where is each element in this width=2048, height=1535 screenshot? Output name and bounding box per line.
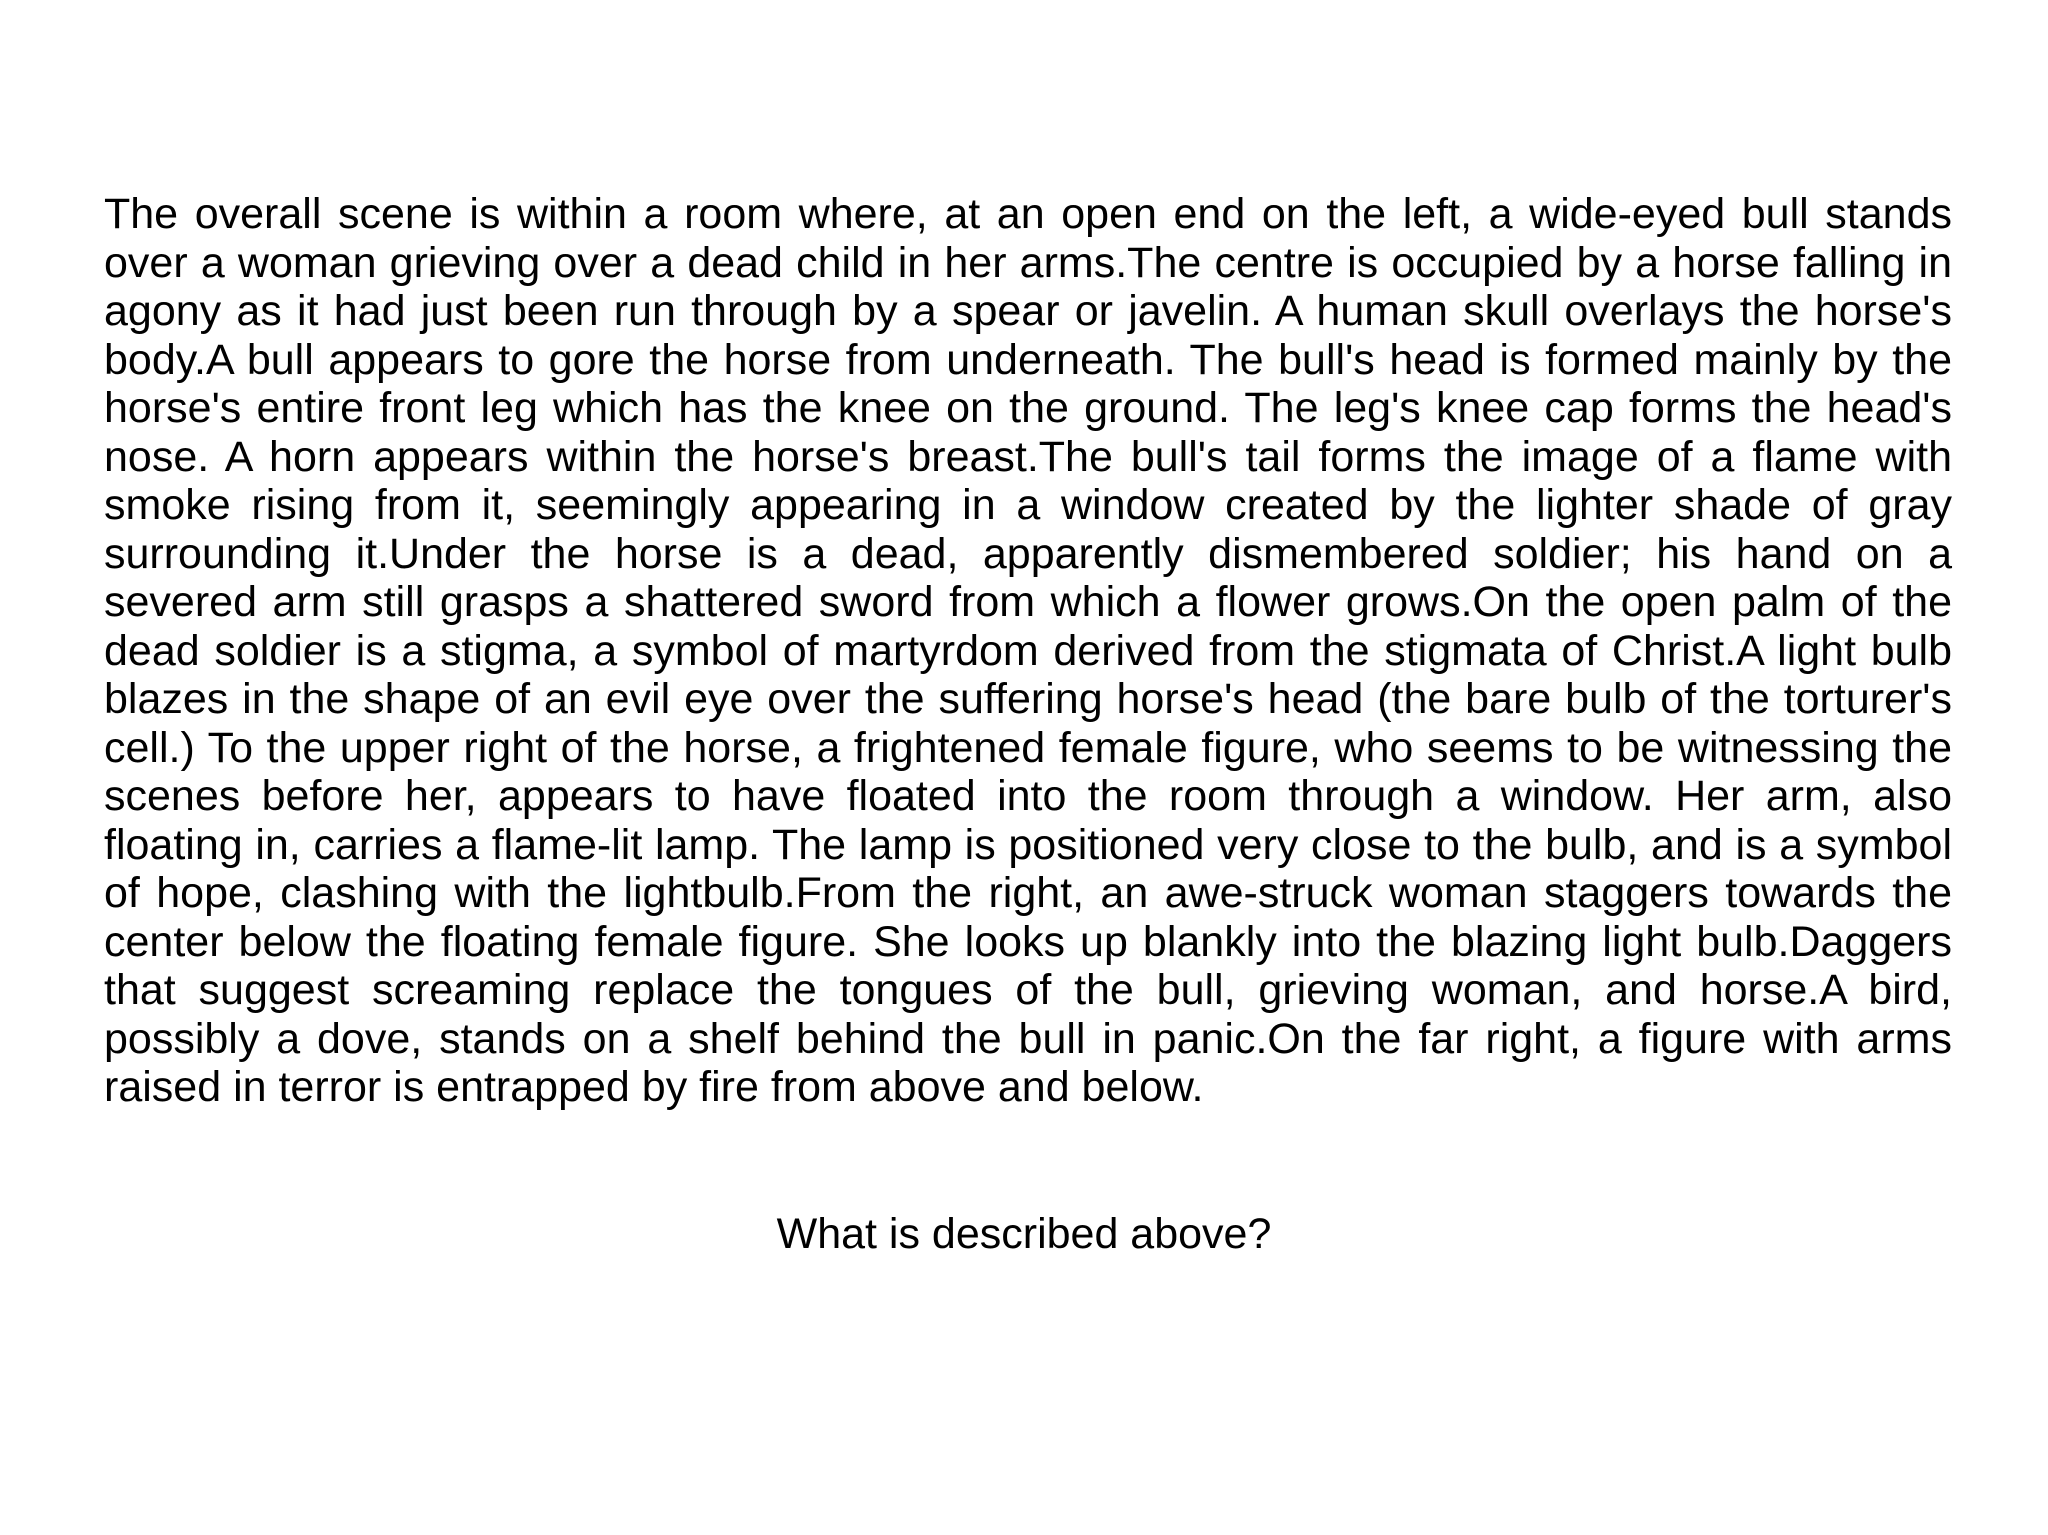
description-paragraph: The overall scene is within a room where, at an open end on the left, a wide-eyed bull stands over a woman grieving over a dead child in her arms.The centre is occupied by a horse falling in agony as it had just been run through by a spear or javelin. A human skull overlays the horse's body.A bull appears to gore the horse from underneath. The bull's head is formed mainly by the horse's entire front leg which has the knee on the ground. The leg's knee cap forms the head's nose. A horn appears within the horse's breast.The bull's tail forms the image of a flame with smoke rising from it, seemingly appearing in a window created by the lighter shade of gray surrounding it.Under the horse is a dead, apparently dismembered soldier; his hand on a severed arm still grasps a shattered sword from which a flower grows.On the open palm of the dead soldier is a stigma, a symbol of martyrdom derived from the stigmata of Christ.A light bulb blazes in the shape of an evil eye over the suffering horse's head (the bare bulb of the torturer's cell.) To the upper right of the horse, a frightened female figure, who seems to be witnessing the scenes before her, appears to have floated into the room through a window. Her arm, also floating in, carries a flame-lit lamp. The lamp is positioned very close to the bulb, and is a symbol of hope, clashing with the lightbulb.From the right, an awe-struck woman staggers towards the center below the floating female figure. She looks up blankly into the blazing light bulb.Daggers that suggest screaming replace the tongues of the bull, grieving woman, and horse.A bird, possibly a dove, stands on a shelf behind the bull in panic.On the far right, a figure with arms raised in terror is entrapped by fire from above and below. xyxy=(104,190,1952,1111)
question-text: What is described above? xyxy=(776,1210,1272,1258)
